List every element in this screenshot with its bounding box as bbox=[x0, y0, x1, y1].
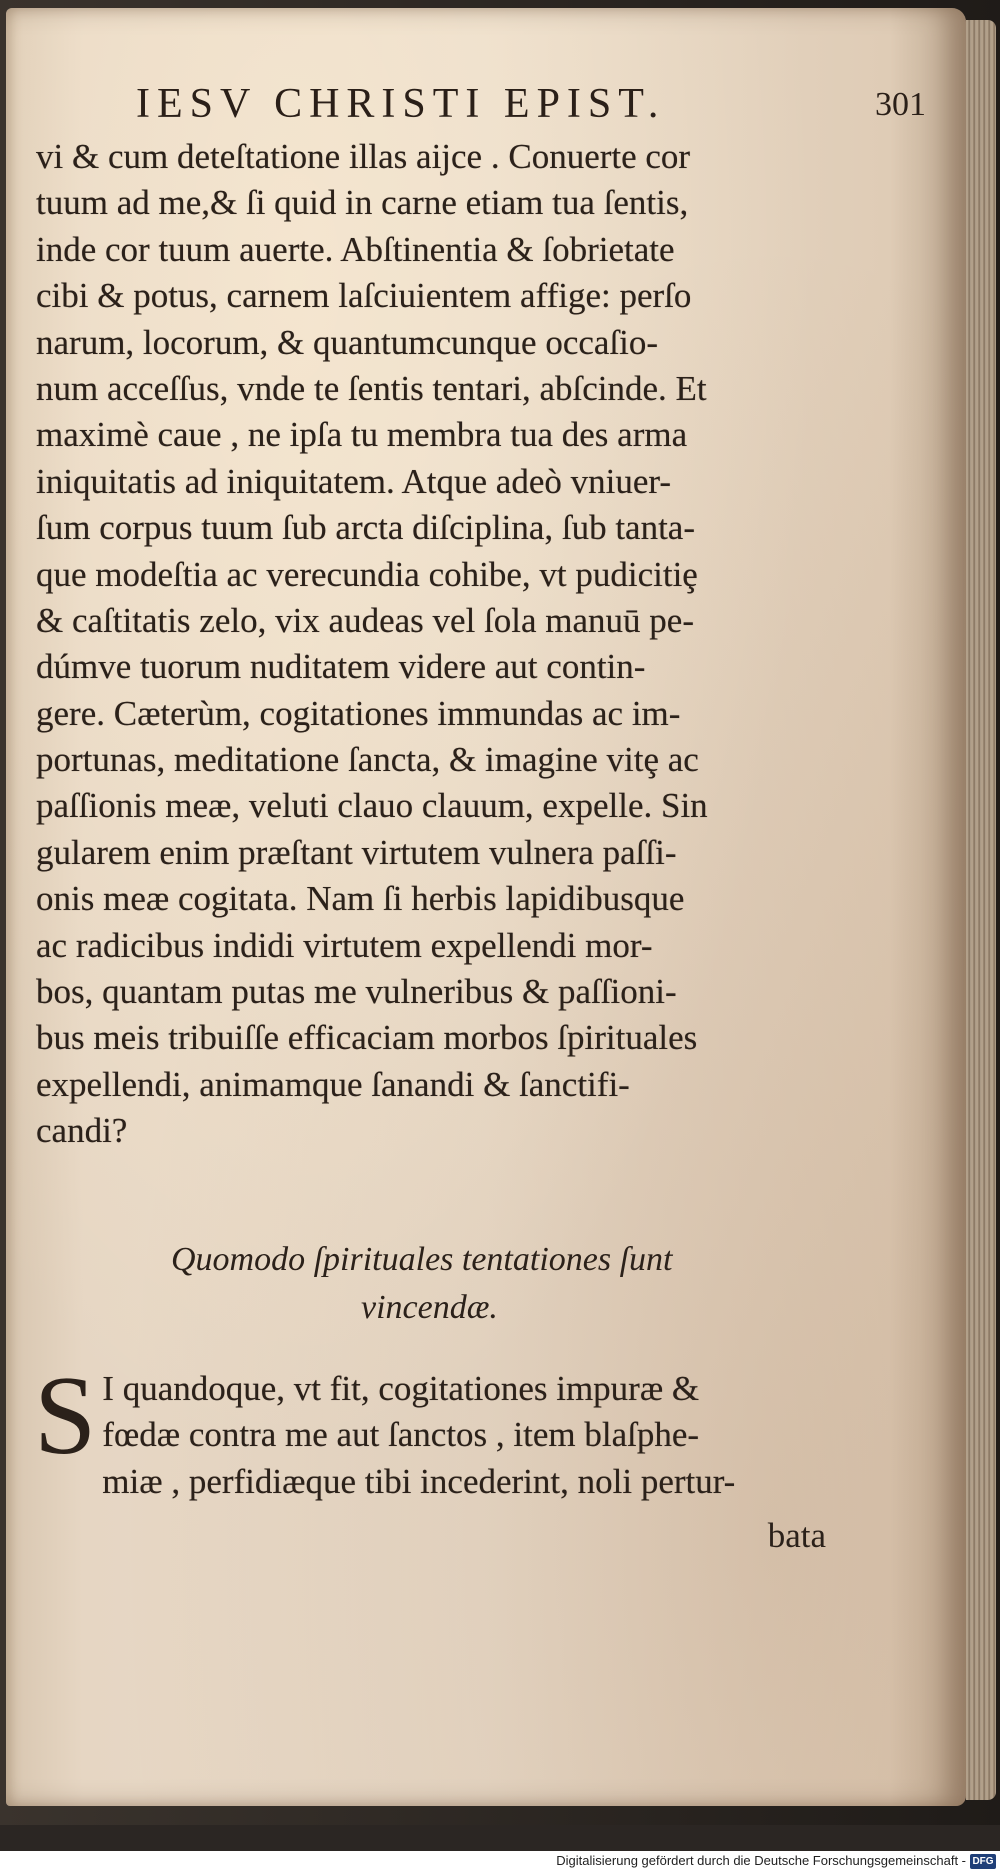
paragraph-1 bbox=[36, 134, 896, 1155]
dfg-logo: DFG bbox=[970, 1854, 996, 1869]
section-heading bbox=[171, 1236, 791, 1332]
running-head-title: IESV CHRISTI EPIST. bbox=[136, 81, 666, 127]
text-line: inde cor tuum auerte. Abſtinentia & ſobrietate bbox=[36, 229, 675, 269]
text-line: maximè caue , ne ipſa tu membra tua des arma bbox=[36, 415, 688, 455]
page-number: 301 bbox=[875, 86, 926, 123]
text-line: num acceſſus, vnde te ſentis tentari, abſcinde. Et bbox=[36, 368, 707, 408]
text-line: fœdæ contra me aut ſanctos , item blaſphe- bbox=[102, 1415, 700, 1455]
text-line: narum, locorum, & quantumcunque occaſio- bbox=[36, 322, 659, 362]
book-page bbox=[6, 8, 966, 1806]
page-edges bbox=[966, 20, 996, 1800]
section-heading-line-1: Quomodo ſpirituales tentationes ſunt bbox=[171, 1241, 673, 1278]
text-line: que modeſtia ac verecundia cohibe, vt pudicitiȩ bbox=[36, 554, 698, 594]
running-head bbox=[136, 80, 936, 140]
text-line: & caſtitatis zelo, vix audeas vel ſola manuū pe- bbox=[36, 600, 694, 640]
text-line: iniquitatis ad iniquitatem. Atque adeò vniuer- bbox=[36, 461, 671, 501]
text-line: portunas, meditatione ſancta, & imagine vitȩ ac bbox=[36, 740, 699, 780]
text-line: cibi & potus, carnem laſciuientem affige: perſo bbox=[36, 276, 692, 316]
text-line: expellendi, animamque ſanandi & ſanctifi- bbox=[36, 1064, 630, 1104]
text-line: paſſionis meæ, veluti clauo clauum, expelle. Sin bbox=[36, 786, 708, 826]
text-line: bos, quantam putas me vulneribus & paſſioni- bbox=[36, 972, 677, 1012]
text-line: tuum ad me,& ſi quid in carne etiam tua ſentis, bbox=[36, 183, 689, 223]
text-line: vi & cum deteſtatione illas aijce . Conuerte cor bbox=[36, 137, 691, 176]
text-line: dúmve tuorum nuditatem videre aut contin- bbox=[36, 647, 646, 687]
drop-cap: S bbox=[34, 1354, 97, 1478]
text-line: I quandoque, vt fit, cogitationes impuræ & bbox=[102, 1369, 700, 1408]
funding-credit: Digitalisierung gefördert durch die Deutsche Forschungsgemeinschaft - bbox=[556, 1853, 966, 1868]
section-heading-line-2: vincendæ. bbox=[361, 1289, 498, 1326]
catchword: bata bbox=[767, 1516, 826, 1555]
footer-bar bbox=[0, 1851, 1000, 1873]
text-line: bus meis tribuiſſe efficaciam morbos ſpirituales bbox=[36, 1018, 698, 1058]
paragraph-2 bbox=[34, 1354, 894, 1505]
text-line: miæ , perfidiæque tibi incederint, noli pertur- bbox=[102, 1461, 736, 1501]
text-line: onis meæ cogitata. Nam ſi herbis lapidibusque bbox=[36, 879, 685, 919]
text-line: ſum corpus tuum ſub arcta diſciplina, ſub tanta- bbox=[36, 508, 696, 548]
text-line: gularem enim præſtant virtutem vulnera paſſi- bbox=[36, 832, 677, 872]
text-line: candi? bbox=[36, 1111, 128, 1151]
text-line: ac radicibus indidi virtutem expellendi mor- bbox=[36, 925, 653, 965]
text-line: gere. Cæterùm, cogitationes immundas ac im- bbox=[36, 693, 681, 733]
